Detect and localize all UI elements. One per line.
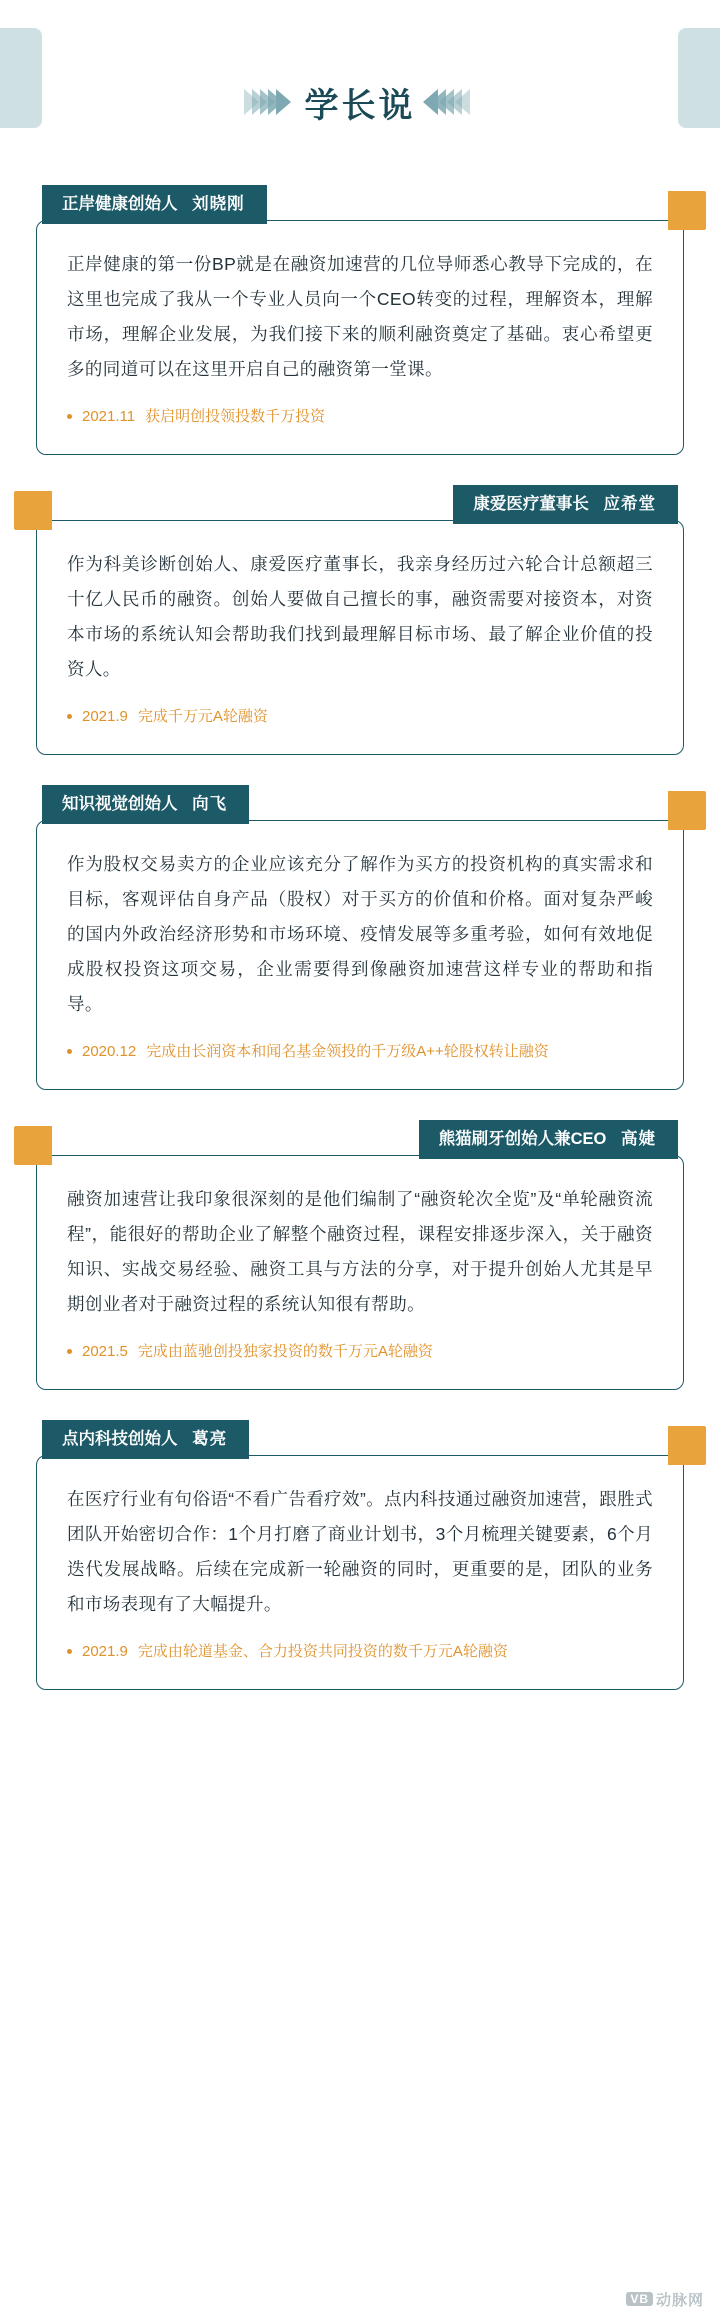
milestone-date: 2021.9 bbox=[82, 708, 128, 726]
milestone-date: 2021.5 bbox=[82, 1343, 128, 1361]
milestone-desc: 完成由长润资本和闻名基金领投的千万级A++轮股权转让融资 bbox=[146, 1043, 549, 1061]
card-body bbox=[36, 220, 684, 455]
testimonial-text: 正岸健康的第一份BP就是在融资加速营的几位导师悉心教导下完成的，在这里也完成了我从一个专业人员向一个CEO转变的过程，理解资本，理解市场，理解企业发展，为我们接下来的顺利融资奠定了基础。衷心希望更多的同道可以在这里开启自己的融资第一堂课。 bbox=[67, 254, 653, 380]
milestone-desc: 获启明创投领投数千万投资 bbox=[145, 408, 326, 426]
testimonial-card bbox=[36, 785, 684, 1090]
ribbon-label bbox=[42, 785, 249, 824]
card-body bbox=[36, 1155, 684, 1390]
milestone-desc: 完成由轮道基金、合力投资共同投资的数千万元A轮融资 bbox=[137, 1643, 508, 1661]
person-name: 葛亮 bbox=[192, 1429, 228, 1448]
testimonial-text: 作为科美诊断创始人、康爱医疗董事长，我亲身经历过六轮合计总额超三十亿人民币的融资。创始人要做自己擅长的事，融资需要对接资本，对资本市场的系统认知会帮助我们找到最理解目标市场、最了解企业价值的投资人。 bbox=[67, 554, 653, 680]
ribbon-label bbox=[42, 1420, 249, 1459]
bullet-icon bbox=[67, 1349, 72, 1354]
company-role: 正岸健康创始人 bbox=[62, 195, 178, 213]
milestone-note bbox=[67, 1038, 653, 1067]
person-name: 应希堂 bbox=[603, 494, 656, 513]
card-body bbox=[36, 520, 684, 755]
milestone-date: 2021.9 bbox=[82, 1643, 128, 1661]
ribbon-accent bbox=[14, 1126, 52, 1165]
chevron-left-arrows-icon bbox=[251, 89, 291, 115]
bullet-icon bbox=[67, 1049, 72, 1054]
company-role: 知识视觉创始人 bbox=[62, 794, 178, 813]
milestone-desc: 完成千万元A轮融资 bbox=[137, 708, 268, 726]
ribbon-accent bbox=[668, 1426, 706, 1465]
person-name: 刘晓刚 bbox=[192, 195, 245, 213]
person-name: 高婕 bbox=[621, 1129, 656, 1148]
milestone-desc: 完成由蓝驰创投独家投资的数千万元A轮融资 bbox=[137, 1343, 433, 1361]
ribbon-label bbox=[453, 485, 678, 524]
testimonial-card bbox=[36, 485, 684, 755]
card-header bbox=[42, 785, 684, 824]
card-header bbox=[42, 1420, 684, 1459]
card-header bbox=[36, 485, 678, 524]
testimonial-card-list bbox=[0, 185, 720, 1720]
milestone-date: 2020.12 bbox=[82, 1043, 137, 1061]
ribbon-accent bbox=[14, 491, 52, 530]
watermark bbox=[626, 2289, 704, 2310]
page-title: 学长说 bbox=[304, 86, 416, 125]
company-role: 点内科技创始人 bbox=[62, 1429, 178, 1448]
person-name: 向飞 bbox=[192, 794, 228, 813]
ribbon-accent bbox=[668, 191, 706, 230]
testimonial-text: 作为股权交易卖方的企业应该充分了解作为买方的投资机构的真实需求和目标，客观评估自身产品（股权）对于买方的价值和价格。面对复杂严峻的国内外政治经济形势和市场环境、疫情发展等多重考验，如何有效地促成股权投资这项交易，企业需要得到像融资加速营这样专业的帮助和指导。 bbox=[67, 854, 653, 1015]
milestone-note bbox=[67, 703, 653, 732]
card-header bbox=[36, 1120, 678, 1159]
chevron-right-arrows-icon bbox=[430, 89, 470, 115]
watermark-text: 动脉网 bbox=[655, 2292, 704, 2309]
testimonial-card bbox=[36, 1120, 684, 1390]
watermark-badge: VB bbox=[626, 2292, 653, 2306]
testimonial-text: 融资加速营让我印象很深刻的是他们编制了“融资轮次全览”及“单轮融资流程”，能很好的帮助企业了解整个融资过程，课程安排逐步深入，关于融资知识、实战交易经验、融资工具与方法的分享，对于提升创始人尤其是早期创业者对于融资过程的系统认知很有帮助。 bbox=[67, 1189, 653, 1315]
bullet-icon bbox=[67, 414, 72, 419]
card-header bbox=[42, 185, 684, 224]
testimonial-text: 在医疗行业有句俗语“不看广告看疗效”。点内科技通过融资加速营，跟胜式团队开始密切合作：1个月打磨了商业计划书，3个月梳理关键要素，6个月迭代发展战略。后续在完成新一轮融资的同时，更重要的是，团队的业务和市场表现有了大幅提升。 bbox=[67, 1489, 653, 1615]
milestone-note bbox=[67, 1338, 653, 1367]
milestone-date: 2021.11 bbox=[82, 408, 136, 426]
bullet-icon bbox=[67, 1649, 72, 1654]
company-role: 熊猫刷牙创始人兼CEO bbox=[438, 1129, 607, 1148]
card-body bbox=[36, 820, 684, 1090]
ribbon-label bbox=[42, 185, 267, 224]
milestone-note bbox=[67, 1638, 653, 1667]
milestone-note bbox=[67, 403, 653, 432]
ribbon-accent bbox=[668, 791, 706, 830]
ribbon-label bbox=[419, 1120, 678, 1159]
company-role: 康爱医疗董事长 bbox=[473, 494, 589, 513]
card-body bbox=[36, 1455, 684, 1690]
page-header bbox=[0, 52, 720, 152]
testimonial-card bbox=[36, 185, 684, 455]
testimonial-card bbox=[36, 1420, 684, 1690]
bullet-icon bbox=[67, 714, 72, 719]
